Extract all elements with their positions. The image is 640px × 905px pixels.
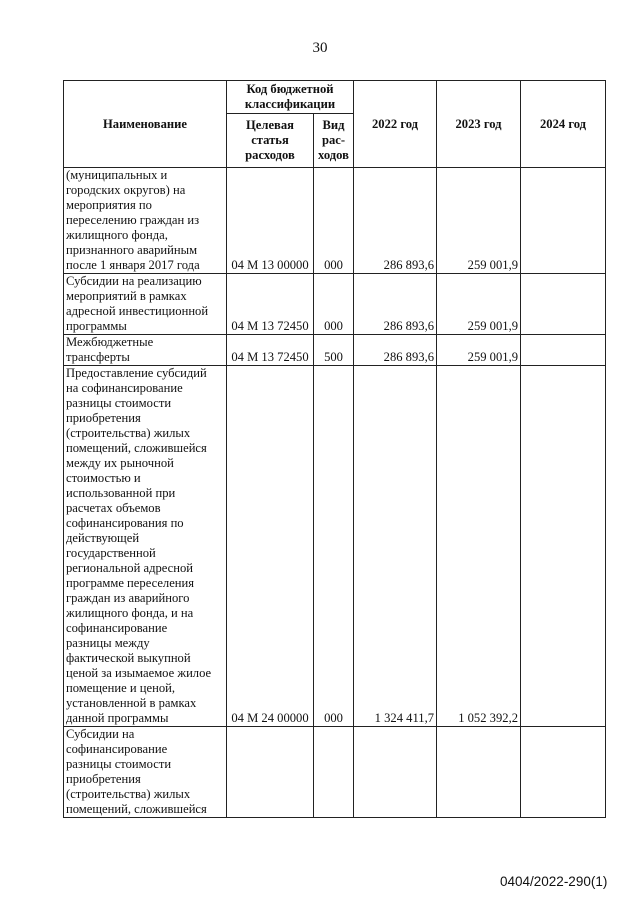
row-name-line: фактической выкупной [66, 651, 191, 665]
row-name-line: помещений, сложившейся [66, 441, 207, 455]
row-name-line: трансферты [66, 350, 130, 364]
row-name-line: программы [66, 319, 127, 333]
row-name-line: региональной адресной [66, 561, 194, 575]
row-name [64, 274, 227, 335]
row-value-2022: 286 893,6 [354, 274, 437, 335]
row-name [64, 366, 227, 727]
row-target-article: 04 М 24 00000 [227, 366, 314, 727]
row-name-line: (строительства) жилых [66, 787, 191, 801]
row-name-line: переселению граждан из [66, 213, 200, 227]
row-value-2022: 1 324 411,7 [354, 366, 437, 727]
row-name-line: помещение и ценой, [66, 681, 176, 695]
row-value-2023: 1 052 392,2 [437, 366, 521, 727]
row-name-line: расчетах объемов [66, 501, 161, 515]
row-value-2023: 259 001,9 [437, 274, 521, 335]
row-name-line: Межбюджетные [66, 335, 154, 349]
row-name-line: жилищного фонда, [66, 228, 168, 242]
row-value-2024 [521, 366, 606, 727]
row-name-line: государственной [66, 546, 156, 560]
row-expense-type: 000 [314, 168, 354, 274]
row-value-2022: 286 893,6 [354, 168, 437, 274]
row-value-2024 [521, 335, 606, 366]
row-expense-type: 000 [314, 366, 354, 727]
row-name-line: разницы между [66, 636, 150, 650]
row-name-line: данной программы [66, 711, 169, 725]
row-value-2024 [521, 168, 606, 274]
row-name [64, 727, 227, 818]
page-number: 30 [312, 40, 328, 56]
row-name-line: программе переселения [66, 576, 195, 590]
header-expense-type: Вид рас- ходов [314, 114, 354, 168]
row-value-2022: 286 893,6 [354, 335, 437, 366]
row-name-line: приобретения [66, 772, 141, 786]
row-value-2024 [521, 727, 606, 818]
row-value-2024 [521, 274, 606, 335]
row-target-article: 04 М 13 72450 [227, 274, 314, 335]
table-row [64, 168, 606, 274]
budget-table [63, 80, 606, 818]
row-name-line: Предоставление субсидий [66, 366, 207, 380]
row-expense-type: 500 [314, 335, 354, 366]
header-name: Наименование [64, 81, 227, 168]
row-name-line: приобретения [66, 411, 141, 425]
table-row [64, 727, 606, 818]
row-name-line: признанного аварийным [66, 243, 198, 257]
row-name [64, 335, 227, 366]
row-name-line: использованной при [66, 486, 176, 500]
row-name-line: разницы стоимости [66, 757, 172, 771]
row-name-line: граждан из аварийного [66, 591, 190, 605]
header-2023: 2023 год [437, 81, 521, 168]
row-name-line: между их рыночной [66, 456, 174, 470]
table-body [64, 168, 606, 818]
row-name-line: Субсидии на реализацию [66, 274, 202, 288]
row-value-2023: 259 001,9 [437, 168, 521, 274]
document-code: 0404/2022-290(1) [500, 874, 608, 889]
row-name-line: Субсидии на [66, 727, 135, 741]
row-name-line: городских округов) на [66, 183, 186, 197]
header-2024: 2024 год [521, 81, 606, 168]
row-name-line: софинансирование [66, 621, 168, 635]
row-value-2022 [354, 727, 437, 818]
row-name-line: жилищного фонда, и на [66, 606, 194, 620]
row-name-line: мероприятий в рамках [66, 289, 187, 303]
row-name-line: стоимостью и [66, 471, 141, 485]
row-expense-type: 000 [314, 274, 354, 335]
row-target-article: 04 М 13 00000 [227, 168, 314, 274]
row-value-2023: 259 001,9 [437, 335, 521, 366]
row-name-line: мероприятия по [66, 198, 152, 212]
row-name-line: установленной в рамках [66, 696, 197, 710]
row-name-line: на софинансирование [66, 381, 183, 395]
row-name [64, 168, 227, 274]
header-code-group: Код бюджетной классификации [227, 81, 354, 114]
row-name-line: помещений, сложившейся [66, 802, 207, 816]
row-expense-type [314, 727, 354, 818]
row-name-line: ценой за изымаемое жилое [66, 666, 212, 680]
row-name-line: разницы стоимости [66, 396, 172, 410]
row-name-line: софинансирование [66, 742, 168, 756]
row-name-line: (муниципальных и [66, 168, 168, 182]
row-name-line: действующей [66, 531, 140, 545]
table-row [64, 335, 606, 366]
row-value-2023 [437, 727, 521, 818]
header-2022: 2022 год [354, 81, 437, 168]
row-target-article: 04 М 13 72450 [227, 335, 314, 366]
row-name-line: адресной инвестиционной [66, 304, 209, 318]
row-name-line: (строительства) жилых [66, 426, 191, 440]
row-name-line: софинансирования по [66, 516, 184, 530]
row-target-article [227, 727, 314, 818]
row-name-line: после 1 января 2017 года [66, 258, 200, 272]
table-row [64, 366, 606, 727]
header-target-article: Целевая статья расходов [227, 114, 314, 168]
table-row [64, 274, 606, 335]
